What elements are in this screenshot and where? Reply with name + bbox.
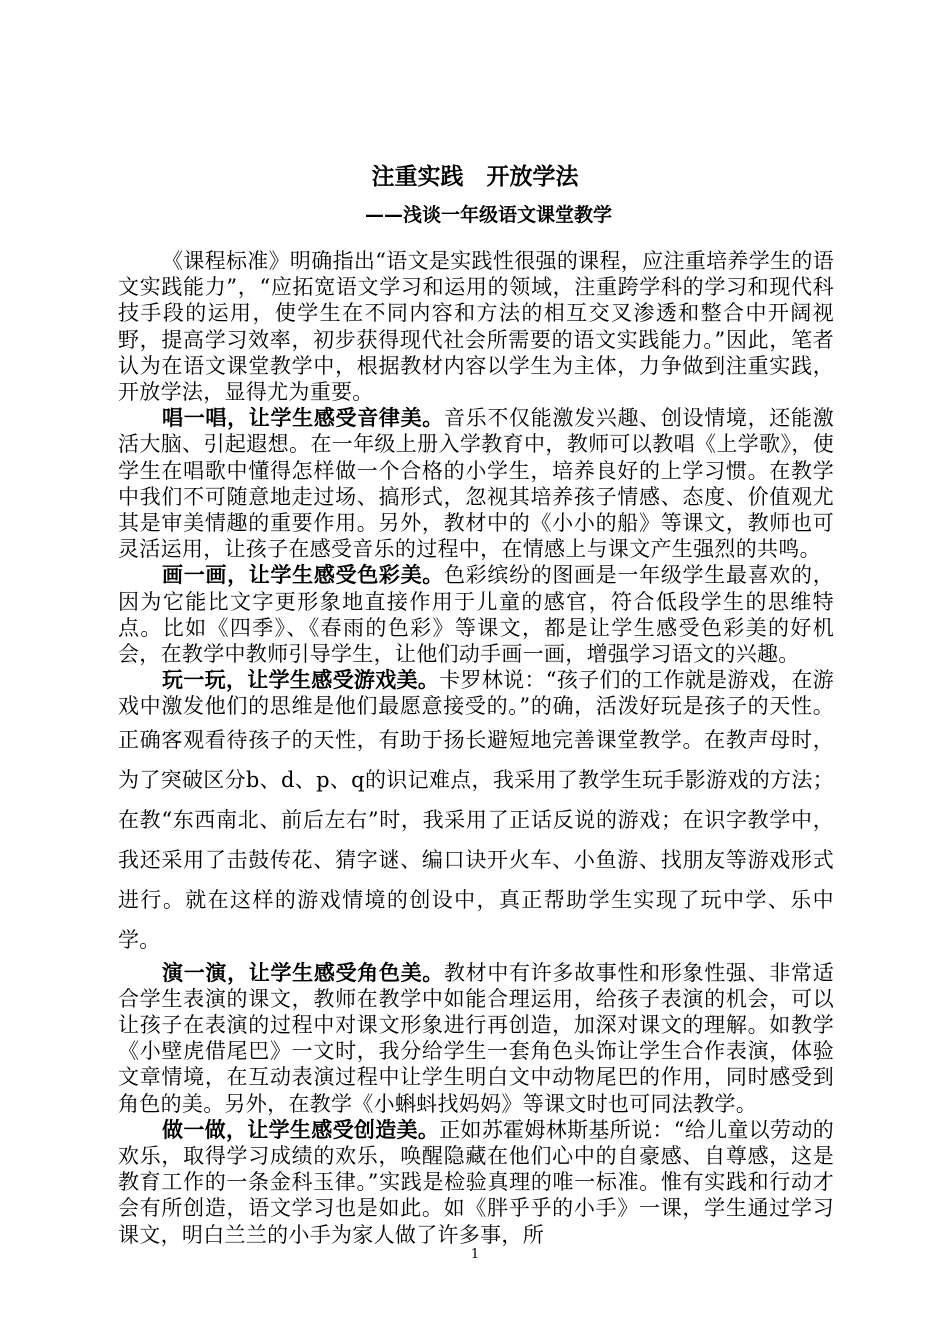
section-text-play-a: 卡罗林说：“孩子们的工作就是游戏，在游戏中激发他们的思维是他们最愿意接受的。”的确，活泼好玩是孩子的天性。正确客观看待孩子的天性，有助于扬长避短地完善课堂: [118, 668, 835, 752]
section-paragraph-sing: [118, 405, 834, 562]
section-paragraph-act: [118, 960, 834, 1117]
section-text-play-c: 学生玩手影游戏的方法；在教“东西南北、前后左右”时，我采用了正话反说的游戏；在识字教学中，我还采用了击鼓传花、猜字谜、编口诀开火车、小鱼游、找朋友等游戏形式进行。就在这样的游戏情境的创设中，真正帮助学生实现了玩中学、乐中学。: [118, 767, 834, 952]
section-heading-draw: 画一画，让学生感受色彩美。: [162, 562, 444, 588]
section-text-play-b: 教学。在教声母时，为了突破区分b、d、p、q的识记难点，我采用了教: [118, 727, 835, 792]
section-heading-make: 做一做，让学生感受创造美。: [162, 1116, 440, 1142]
page-number: 1: [470, 1247, 480, 1262]
section-paragraph-draw: [118, 562, 834, 667]
section-heading-act: 演一演，让学生感受角色美。: [162, 959, 444, 985]
section-text-sing: 音乐不仅能激发兴趣、创设情境，还能激活大脑、引起遐想。在一年级上册入学教育中，教师可以教唱《上学歌》，使学生在唱歌中懂得怎样做一个合格的小学生，培养良好的上学习惯。在教学中我们不可随意地走过场、搞形式，忽视其培养孩子情感、态度、价值观尤其是审美情趣的重要作用。另外，教材中的《小小的船》等课文，教师也可灵活运用，让孩子在感受音乐的过程中，在情感上与课文产生强烈的共鸣。: [118, 406, 834, 562]
intro-paragraph: 《课程标准》明确指出“语文是实践性很强的课程，应注重培养学生的语文实践能力”，“应拓宽语文学习和运用的领域，注重跨学科的学习和现代科技手段的运用，使学生在不同内容和方法的相互交叉渗透和整合中开阔视野，提高学习效率，初步获得现代社会所需要的语文实践能力。”因此，笔者认为在语文课堂教学中，根据教材内容以学生为主体，力争做到注重实践，开放学法，显得尤为重要。: [118, 249, 834, 405]
document-subtitle: ——浅谈一年级语文课堂教学: [365, 204, 613, 226]
section-paragraph-make: [118, 1117, 834, 1248]
section-text-draw: 色彩缤纷的图画是一年级学生最喜欢的，因为它能比文字更形象地直接作用于儿童的感官，符合低段学生的思维特点。比如《四季》、《春雨的色彩》等课文，都是让学生感受色彩美的好机会，在教学中教师引导学生，让他们动手画一画，增强学习语文的兴趣。: [118, 563, 834, 667]
document-body: [118, 248, 834, 1248]
document-title: 注重实践 开放学法: [371, 163, 579, 190]
section-heading-play: 玩一玩，让学生感受游戏美。: [162, 667, 440, 693]
section-text-act: 教材中有许多故事性和形象性强、非常适合学生表演的课文，教师在教学中如能合理运用，给孩子表演的机会，可以让孩子在表演的过程中对课文形象进行再创造，加深对课文的理解。如教学《小壁虎借尾巴》一文时，我分给学生一套角色头饰让学生合作表演，体验文章情境，在互动表演过程中让学生明白文中动物尾巴的作用，同时感受到角色的美。另外，在教学《小蝌蚪找妈妈》等课文时也可同法教学。: [118, 960, 834, 1116]
section-paragraph-play: [118, 667, 834, 959]
section-heading-sing: 唱一唱，让学生感受音律美。: [162, 405, 444, 431]
section-text-make: 正如苏霍姆林斯基所说：“给儿童以劳动的欢乐，取得学习成绩的欢乐，唤醒隐藏在他们心中的自豪感、自尊感，这是教育工作的一条金科玉律。”实践是检验真理的唯一标准。惟有实践和行动才会有所创造，语文学习也是如此。如《胖乎乎的小手》一课，学生通过学习课文，明白兰兰的小手为家人做了许多事，所: [118, 1117, 835, 1247]
